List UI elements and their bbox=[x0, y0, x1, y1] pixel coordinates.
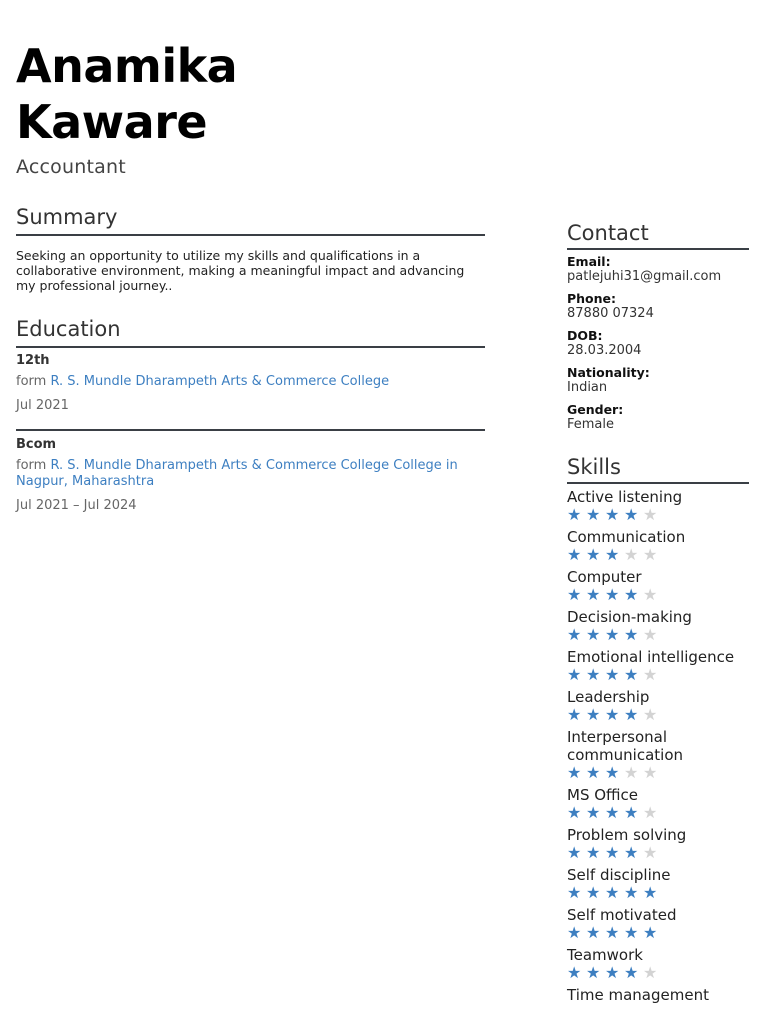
education-degree: 12th bbox=[16, 353, 50, 368]
star-filled-icon: ★ bbox=[624, 705, 639, 724]
skill-name: Self discipline bbox=[567, 866, 671, 884]
dob-label: DOB: bbox=[567, 328, 603, 343]
sidebar-column bbox=[567, 219, 749, 1004]
skill-name: Decision-making bbox=[567, 608, 692, 626]
skill-item bbox=[567, 866, 749, 902]
education-heading: Education bbox=[16, 315, 485, 348]
star-filled-icon: ★ bbox=[567, 585, 582, 604]
skill-item bbox=[567, 946, 749, 982]
education-prefix: form bbox=[16, 458, 47, 473]
skill-name: Leadership bbox=[567, 688, 650, 706]
skill-rating bbox=[567, 844, 749, 862]
first-name: Anamika bbox=[16, 39, 238, 93]
star-filled-icon: ★ bbox=[624, 665, 639, 684]
star-filled-icon: ★ bbox=[586, 625, 601, 644]
star-empty-icon: ★ bbox=[643, 705, 658, 724]
summary-heading: Summary bbox=[16, 203, 485, 236]
star-filled-icon: ★ bbox=[624, 625, 639, 644]
star-filled-icon: ★ bbox=[567, 963, 582, 982]
star-filled-icon: ★ bbox=[586, 803, 601, 822]
star-filled-icon: ★ bbox=[586, 763, 601, 782]
skill-item bbox=[567, 786, 749, 822]
skill-rating bbox=[567, 546, 749, 564]
star-empty-icon: ★ bbox=[643, 763, 658, 782]
skill-name: Problem solving bbox=[567, 826, 687, 844]
star-empty-icon: ★ bbox=[643, 625, 658, 644]
gender-label: Gender: bbox=[567, 402, 624, 417]
star-filled-icon: ★ bbox=[567, 625, 582, 644]
star-filled-icon: ★ bbox=[624, 883, 639, 902]
skill-item bbox=[567, 728, 749, 782]
skill-item bbox=[567, 986, 749, 1004]
star-filled-icon: ★ bbox=[605, 545, 620, 564]
main-column bbox=[16, 203, 485, 514]
education-school-line bbox=[16, 458, 485, 490]
skill-name: Time management bbox=[567, 986, 709, 1004]
star-filled-icon: ★ bbox=[605, 585, 620, 604]
star-filled-icon: ★ bbox=[643, 883, 658, 902]
email-label: Email: bbox=[567, 254, 611, 269]
job-title: Accountant bbox=[16, 156, 126, 178]
star-filled-icon: ★ bbox=[624, 923, 639, 942]
nationality-value: Indian bbox=[567, 380, 608, 395]
star-filled-icon: ★ bbox=[624, 505, 639, 524]
skill-rating bbox=[567, 586, 749, 604]
star-filled-icon: ★ bbox=[567, 705, 582, 724]
star-empty-icon: ★ bbox=[643, 545, 658, 564]
skill-name: Communication bbox=[567, 528, 686, 546]
skill-rating bbox=[567, 764, 749, 782]
star-filled-icon: ★ bbox=[586, 545, 601, 564]
education-school-link[interactable]: R. S. Mundle Dharampeth Arts & Commerce College bbox=[50, 374, 390, 389]
star-empty-icon: ★ bbox=[643, 585, 658, 604]
star-filled-icon: ★ bbox=[605, 963, 620, 982]
phone-value[interactable]: 87880 07324 bbox=[567, 306, 654, 321]
skill-name: Emotional intelligence bbox=[567, 648, 735, 666]
star-filled-icon: ★ bbox=[586, 665, 601, 684]
education-school-link[interactable]: R. S. Mundle Dharampeth Arts & Commerce College College in Nagpur, Maharashtra bbox=[16, 458, 458, 489]
skill-name: Interpersonal communication bbox=[567, 728, 684, 764]
skill-name: Teamwork bbox=[567, 946, 643, 964]
star-filled-icon: ★ bbox=[567, 883, 582, 902]
star-filled-icon: ★ bbox=[643, 923, 658, 942]
education-date: Jul 2021 – Jul 2024 bbox=[16, 498, 137, 513]
skill-rating bbox=[567, 884, 749, 902]
star-filled-icon: ★ bbox=[605, 883, 620, 902]
skill-rating bbox=[567, 964, 749, 982]
star-filled-icon: ★ bbox=[586, 963, 601, 982]
candidate-name bbox=[16, 38, 237, 150]
email-value[interactable]: patlejuhi31@gmail.com bbox=[567, 269, 722, 284]
contact-list bbox=[567, 254, 749, 432]
skill-item bbox=[567, 568, 749, 604]
skill-name: MS Office bbox=[567, 786, 639, 804]
dob-value: 28.03.2004 bbox=[567, 343, 642, 358]
education-date: Jul 2021 bbox=[16, 398, 69, 413]
star-filled-icon: ★ bbox=[586, 843, 601, 862]
star-filled-icon: ★ bbox=[586, 585, 601, 604]
star-empty-icon: ★ bbox=[643, 505, 658, 524]
skill-item bbox=[567, 488, 749, 524]
star-filled-icon: ★ bbox=[567, 505, 582, 524]
skill-name: Computer bbox=[567, 568, 642, 586]
education-school-line bbox=[16, 374, 485, 390]
star-filled-icon: ★ bbox=[624, 843, 639, 862]
gender-value: Female bbox=[567, 417, 615, 432]
skills-heading: Skills bbox=[567, 453, 749, 484]
star-filled-icon: ★ bbox=[567, 545, 582, 564]
skill-rating bbox=[567, 924, 749, 942]
education-degree: Bcom bbox=[16, 437, 57, 452]
star-filled-icon: ★ bbox=[624, 585, 639, 604]
education-item bbox=[16, 348, 485, 414]
star-filled-icon: ★ bbox=[624, 803, 639, 822]
star-empty-icon: ★ bbox=[643, 843, 658, 862]
star-filled-icon: ★ bbox=[586, 705, 601, 724]
skill-item bbox=[567, 826, 749, 862]
star-filled-icon: ★ bbox=[624, 963, 639, 982]
contact-heading: Contact bbox=[567, 219, 749, 250]
star-empty-icon: ★ bbox=[624, 545, 639, 564]
star-filled-icon: ★ bbox=[605, 923, 620, 942]
skill-name: Self motivated bbox=[567, 906, 677, 924]
education-item bbox=[16, 429, 485, 514]
last-name: Kaware bbox=[16, 95, 208, 149]
star-filled-icon: ★ bbox=[605, 505, 620, 524]
star-filled-icon: ★ bbox=[586, 923, 601, 942]
star-filled-icon: ★ bbox=[605, 625, 620, 644]
star-filled-icon: ★ bbox=[605, 763, 620, 782]
star-filled-icon: ★ bbox=[586, 883, 601, 902]
skill-rating bbox=[567, 666, 749, 684]
star-filled-icon: ★ bbox=[605, 803, 620, 822]
phone-label: Phone: bbox=[567, 291, 617, 306]
skill-rating bbox=[567, 804, 749, 822]
star-filled-icon: ★ bbox=[605, 843, 620, 862]
star-empty-icon: ★ bbox=[643, 803, 658, 822]
star-filled-icon: ★ bbox=[567, 763, 582, 782]
star-filled-icon: ★ bbox=[586, 505, 601, 524]
star-filled-icon: ★ bbox=[605, 665, 620, 684]
education-prefix: form bbox=[16, 374, 47, 389]
skill-item bbox=[567, 608, 749, 644]
skill-rating bbox=[567, 626, 749, 644]
star-filled-icon: ★ bbox=[605, 705, 620, 724]
star-empty-icon: ★ bbox=[643, 963, 658, 982]
star-filled-icon: ★ bbox=[567, 843, 582, 862]
summary-text: Seeking an opportunity to utilize my skills and qualifications in a collaborative environment, making a meaningful impact and advancing my professional journey.. bbox=[16, 248, 465, 293]
star-filled-icon: ★ bbox=[567, 923, 582, 942]
skill-item bbox=[567, 648, 749, 684]
star-empty-icon: ★ bbox=[624, 763, 639, 782]
skill-item bbox=[567, 688, 749, 724]
star-filled-icon: ★ bbox=[567, 803, 582, 822]
skill-item bbox=[567, 906, 749, 942]
star-filled-icon: ★ bbox=[567, 665, 582, 684]
skills-list bbox=[567, 488, 749, 1004]
nationality-label: Nationality: bbox=[567, 365, 650, 380]
skill-item bbox=[567, 528, 749, 564]
skill-name: Active listening bbox=[567, 488, 683, 506]
star-empty-icon: ★ bbox=[643, 665, 658, 684]
skill-rating bbox=[567, 706, 749, 724]
skill-rating bbox=[567, 506, 749, 524]
